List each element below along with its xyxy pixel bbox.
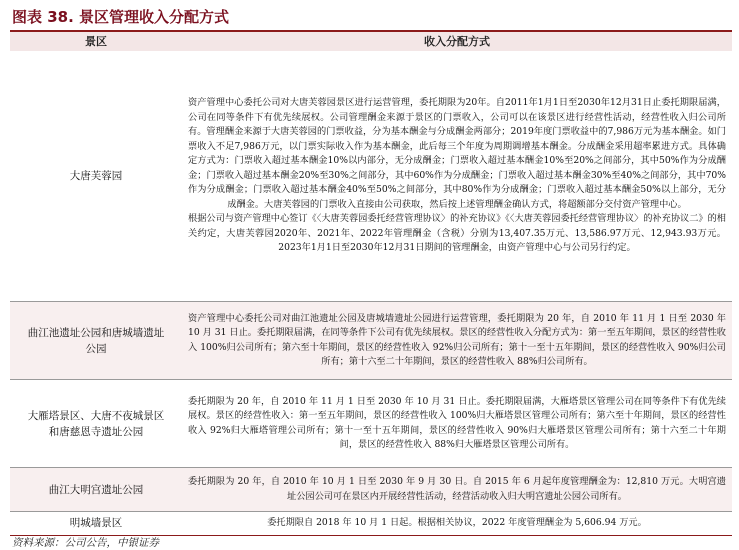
row-desc	[182, 468, 732, 511]
row-desc-paragraph: 资产管理中心委托公司对大唐芙蓉园景区进行运营管理，委托期限为20年。自2011年1月1日至2030年12月31日止委托期限届满，公司在同等条件下有优先续展权。公司管理酬金来源于景区的门票收入，公司可以在该景区进行经营性活动，经营性收入归公司所有。管理酬金来源于大唐芙蓉园的门票收益，分为基本酬金与分成酬金两部分；2019年度门票收益中的7,986万元为基本酬金。如门票收入不足7,986万元，以门票实际收入作为基本酬金，此后每三个年度为周期调增基本酬金。分成酬金采用超率累进方式。具体确定方式为：门票收入超过基本酬金10%以内部分，无分成酬金；门票收入超过基本酬金10%至20%之间部分，其中50%作为分成酬金；门票收入超过基本酬金20%至30%之间部分，其中60%作为分成酬金；门票收入超过基本酬金30%至40%之间部分，其中70%作为分成酬金；门票收入超过基本酬金40%至50%之间部分，其中80%作为分成酬金；门票收入超过基本酬金50%以上部分，无分成酬金。大唐芙蓉园的门票收入直接由公司获取，然后按上述管理酬金确认方式，将超额部分交付资产管理中心。	[188, 97, 726, 210]
table-header	[10, 32, 732, 51]
row-desc	[182, 512, 732, 534]
row-desc-paragraph: 根据公司与资产管理中心签订《〈大唐芙蓉园委托经营管理协议〉的补充协议》《〈大唐芙蓉园委托经营管理协议〉的补充协议二》的相关约定，大唐芙蓉园2020年、2021年、2022年管理酬金（含税）分别为13,407.35万元、13,586.97万元、12,943.93万元。2023年1月1日至2030年12月31日期间的管理酬金，由资产管理中心与公司另行约定。	[188, 213, 726, 254]
header-revenue-method: 收入分配方式	[424, 35, 490, 48]
row-desc	[182, 302, 732, 379]
row-desc-paragraph: 委托期限为 20 年，自 2010 年 10 月 1 日至 2030 年 9 月 30 日。自 2015 年 6 月起年度管理酬金为：12,810 万元。大明宫遗址公园公司可在景区内开展经营性活动，经营活动收入归大明宫遗址公园公司所有。	[188, 476, 726, 502]
row-desc-paragraph: 资产管理中心委托公司对曲江池遗址公园及唐城墙遗址公园进行运营管理，委托期限为 20 年，自 2010 年 11 月 1 日至 2030 年 10 月 31 日止。委托期限届满，在同等条件下公司有优先续展权。景区的经营性收入分配方式为：第一至五年期间，景区的经营性收入 100%归公司所有；第六至十年期间，景区的经营性收入 92%归公司所有；第十一至十五年期间，景区的经营性收入 90%归公司所有；第十六至二十年期间，景区的经营性收入 88%归公司所有。	[188, 312, 726, 367]
row-name: 曲江池遗址公园和唐城墙遗址公园	[27, 326, 165, 355]
table-row	[10, 468, 732, 512]
row-name: 大雁塔景区、大唐不夜城景区和唐慈恩寺遗址公园	[27, 409, 165, 438]
table-row	[10, 302, 732, 380]
row-name: 大唐芙蓉园	[69, 170, 123, 182]
row-desc-paragraph: 委托期限自 2018 年 10 月 1 日起。根据相关协议，2022 年度管理酬金为 5,606.94 万元。	[267, 516, 647, 528]
table-row	[10, 512, 732, 534]
row-name: 明城墙景区	[69, 517, 123, 529]
row-desc-paragraph: 委托期限为 20 年，自 2010 年 11 月 1 日至 2030 年 10 月 31 日止。委托期限届满，大雁塔景区管理公司在同等条件下有优先续展权。景区的经营性收入：第一至五年期间，景区的经营性收入 100%归大雁塔景区管理公司所有；第六至十年期间，景区的经营性收入 92%归大雁塔管理公司所有；第十一至十五年期间，景区的经营性收入 90%归大雁塔景区管理公司所有；第十六至二十年期间，景区的经营性收入 88%归大雁塔景区管理公司所有。	[188, 395, 726, 450]
source-note: 资料来源：公司公告，中银证券	[12, 537, 159, 549]
row-name: 曲江大明宫遗址公园	[48, 483, 144, 496]
row-desc	[182, 380, 732, 467]
bottom-rule	[10, 535, 732, 536]
table-row	[10, 51, 732, 302]
table-row	[10, 380, 732, 468]
header-scenic-area: 景区	[85, 35, 107, 48]
figure-title: 图表 38. 景区管理收入分配方式	[12, 8, 230, 26]
row-desc	[182, 51, 732, 301]
